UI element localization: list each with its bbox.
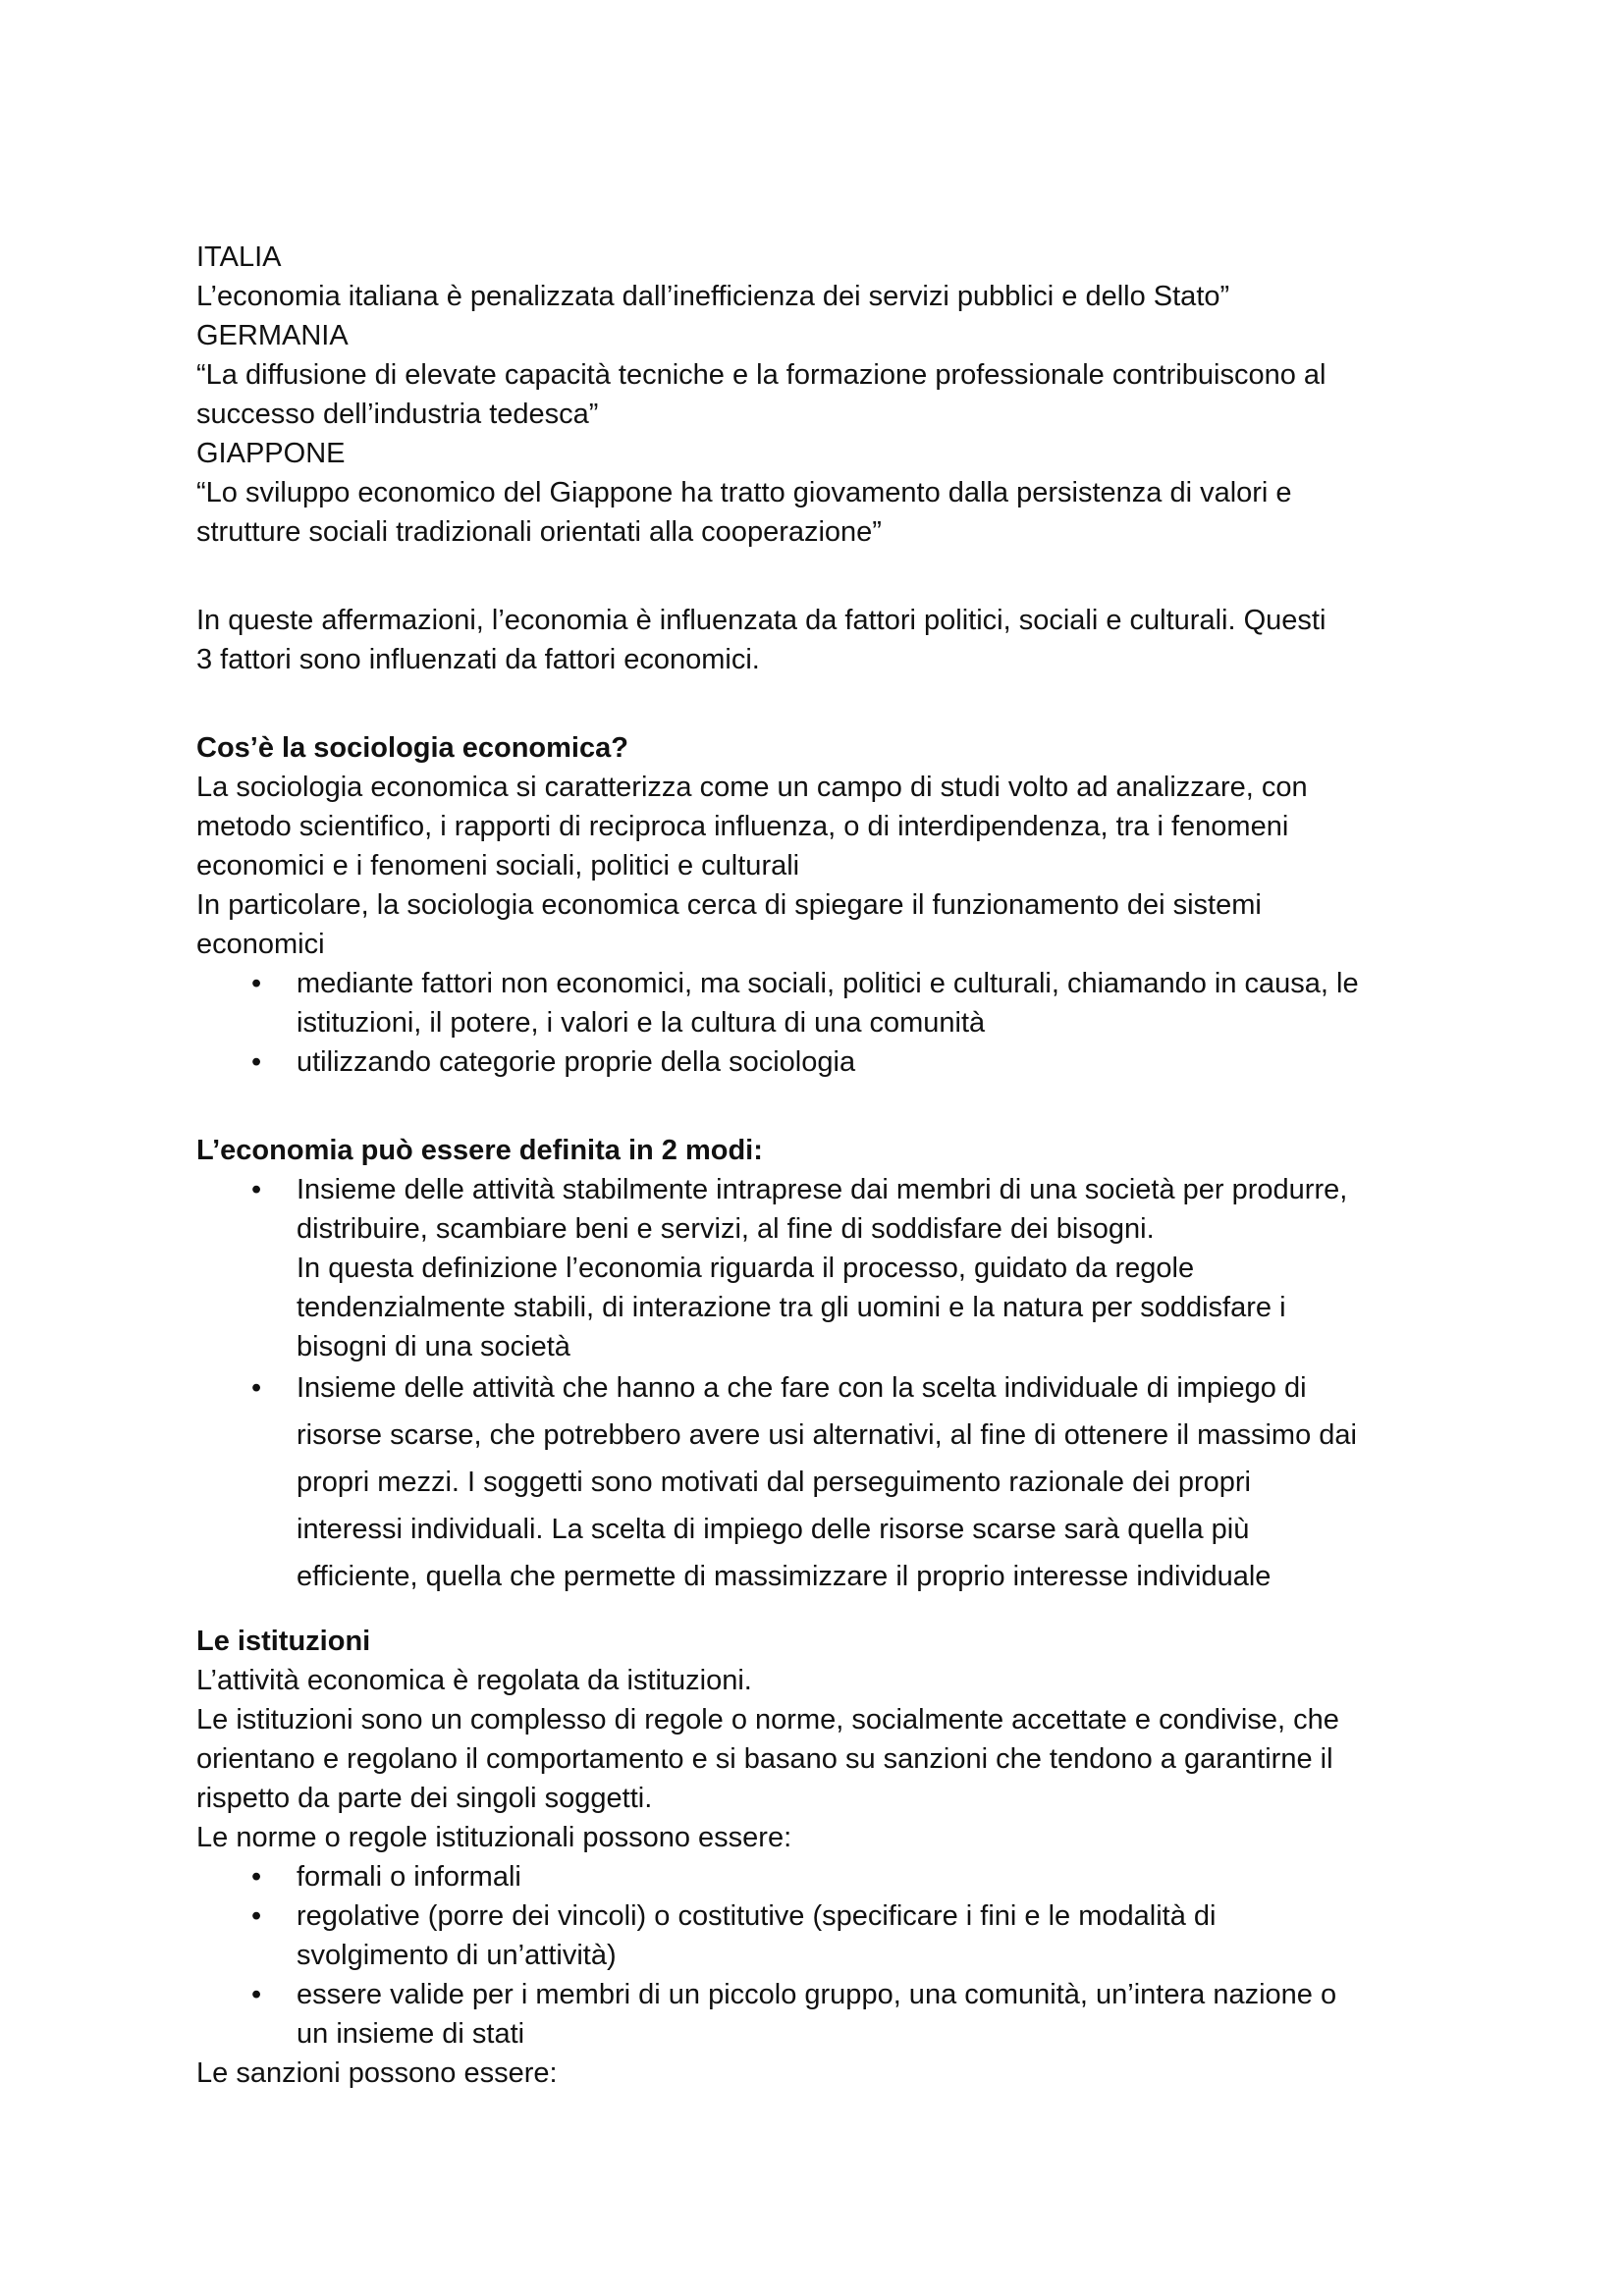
heading-italia: ITALIA — [196, 241, 282, 273]
section-title-sociologia: Cos’è la sociologia economica? — [196, 732, 628, 764]
bullet-icon: • — [251, 1372, 262, 1404]
economia-bullet-2-line-4: interessi individuali. La scelta di impiego delle risorse scarse sarà quella più — [297, 1514, 1250, 1545]
sociologia-def-line-2: metodo scientifico, i rapporti di reciproca influenza, o di interdipendenza, tra i fenomeni — [196, 811, 1289, 842]
bullet-icon: • — [251, 1046, 262, 1078]
istituzioni-line-3: orientano e regolano il comportamento e si basano su sanzioni che tendono a garantirne il — [196, 1743, 1333, 1775]
bullet-icon: • — [251, 1900, 262, 1932]
economia-bullet-1-line-3: In questa definizione l’economia riguarda il processo, guidato da regole — [297, 1253, 1195, 1284]
sociologia-bullet-1-line-1: mediante fattori non economici, ma sociali, politici e culturali, chiamando in causa, le — [297, 968, 1359, 999]
istituzioni-line-1: L’attività economica è regolata da istituzioni. — [196, 1665, 752, 1696]
istituzioni-closing: Le sanzioni possono essere: — [196, 2057, 558, 2089]
section-title-economia: L’economia può essere definita in 2 modi: — [196, 1135, 763, 1166]
bullet-icon: • — [251, 1861, 262, 1893]
intro-line-2: 3 fattori sono influenzati da fattori economici. — [196, 644, 760, 675]
istituzioni-bullet-2-line-2: svolgimento di un’attività) — [297, 1940, 617, 1971]
sociologia-def-line-1: La sociologia economica si caratterizza come un campo di studi volto ad analizzare, con — [196, 772, 1308, 803]
economia-bullet-2-line-5: efficiente, quella che permette di massimizzare il proprio interesse individuale — [297, 1561, 1272, 1592]
heading-germania: GERMANIA — [196, 320, 349, 351]
sociologia-bullet-2-line-1: utilizzando categorie proprie della sociologia — [297, 1046, 856, 1078]
economia-bullet-1-line-5: bisogni di una società — [297, 1331, 570, 1362]
economia-bullet-2-line-1: Insieme delle attività che hanno a che fare con la scelta individuale di impiego di — [297, 1372, 1307, 1404]
economia-bullet-1-line-2: distribuire, scambiare beni e servizi, al fine di soddisfare dei bisogni. — [297, 1213, 1155, 1245]
bullet-icon: • — [251, 1979, 262, 2010]
istituzioni-bullet-3-line-2: un insieme di stati — [297, 2018, 525, 2050]
bullet-icon: • — [251, 1174, 262, 1205]
economia-bullet-1-line-1: Insieme delle attività stabilmente intraprese dai membri di una società per produrre, — [297, 1174, 1348, 1205]
economia-bullet-1-line-4: tendenzialmente stabili, di interazione tra gli uomini e la natura per soddisfare i — [297, 1292, 1286, 1323]
sociologia-def-line-3: economici e i fenomeni sociali, politici e culturali — [196, 850, 800, 881]
istituzioni-bullet-1-line-1: formali o informali — [297, 1861, 521, 1893]
bullet-icon: • — [251, 968, 262, 999]
sociologia-def-line-5: economici — [196, 929, 325, 960]
economia-bullet-2-line-2: risorse scarse, che potrebbero avere usi alternativi, al fine di ottenere il massimo dai — [297, 1419, 1357, 1451]
istituzioni-line-2: Le istituzioni sono un complesso di regole o norme, socialmente accettate e condivise, che — [196, 1704, 1339, 1735]
quote-giappone-line-2: strutture sociali tradizionali orientati alla cooperazione” — [196, 516, 882, 548]
quote-italia: L’economia italiana è penalizzata dall’inefficienza dei servizi pubblici e dello Stato” — [196, 281, 1230, 312]
quote-germania-line-2: successo dell’industria tedesca” — [196, 399, 599, 430]
istituzioni-bullet-3-line-1: essere valide per i membri di un piccolo gruppo, una comunità, un’intera nazione o — [297, 1979, 1337, 2010]
quote-germania-line-1: “La diffusione di elevate capacità tecniche e la formazione professionale contribuiscono al — [196, 359, 1326, 391]
sociologia-def-line-4: In particolare, la sociologia economica cerca di spiegare il funzionamento dei sistemi — [196, 889, 1262, 921]
sociologia-bullet-1-line-2: istituzioni, il potere, i valori e la cultura di una comunità — [297, 1007, 986, 1039]
intro-line-1: In queste affermazioni, l’economia è influenzata da fattori politici, sociali e culturali. Questi — [196, 605, 1326, 636]
istituzioni-line-4: rispetto da parte dei singoli soggetti. — [196, 1783, 653, 1814]
istituzioni-line-5: Le norme o regole istituzionali possono essere: — [196, 1822, 792, 1853]
economia-bullet-2-line-3: propri mezzi. I soggetti sono motivati dal perseguimento razionale dei propri — [297, 1467, 1251, 1498]
heading-giappone: GIAPPONE — [196, 438, 346, 469]
section-title-istituzioni: Le istituzioni — [196, 1626, 371, 1657]
quote-giappone-line-1: “Lo sviluppo economico del Giappone ha tratto giovamento dalla persistenza di valori e — [196, 477, 1292, 508]
istituzioni-bullet-2-line-1: regolative (porre dei vincoli) o costitutive (specificare i fini e le modalità di — [297, 1900, 1217, 1932]
